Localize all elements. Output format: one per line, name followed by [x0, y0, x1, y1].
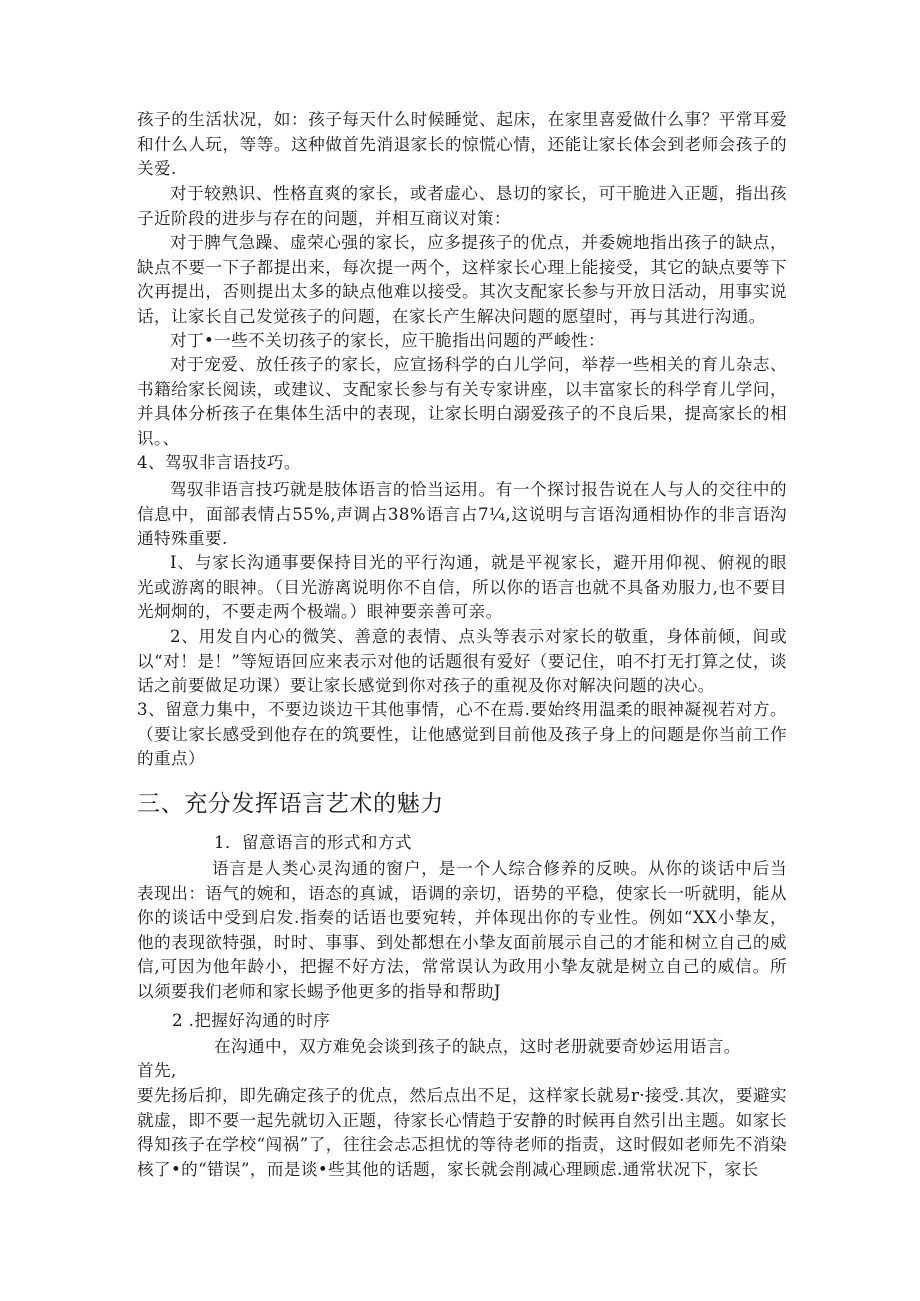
- paragraph-praise-then-point: 要先扬后抑，即先确定孩子的优点，然后点出不足，这样家长就易r·接受.其次，要避实就虚，即不要一起先就切入正题，待家长心情趋于安静的时候再自然引出主题。如家长得知孩子在学校“闯祸”了，往往会忐忑担忧的等待老师的指责，这时假如老师先不消染核了•的“错误”，而是谈•些其他的话题，家长就会削减心理顾虑.通常状况下，家长: [137, 1086, 787, 1179]
- paragraph-child-living-status: 孩子的生活状况，如：孩子每天什么时候睡觉、起床，在家里喜爱做什么事？平常耳爱和什么人玩，等等。这种做首先消退家长的惊慌心情，还能让家长体会到老师会孩子的关爱.: [137, 110, 787, 179]
- paragraph-talk-shortcomings: 在沟通中，双方难免会谈到孩子的缺点，这时老册就要奇妙运用语言。: [214, 1037, 741, 1056]
- paragraph-frank-parents: 对于较熟识、性格直爽的家长，或者虚心、恳切的家长，可干脆进入正题，指出孩子近阶段的进步与存在的问题，并相互商议对策：: [137, 184, 787, 228]
- paragraph-doting-parents: 对于宠爱、放任孩子的家长，应宣扬科学的白儿学问，举荐一些相关的育儿杂志、书籍给家长阅读，或建议、支配家长参与有关专家讲座，以丰富家长的科学育儿学问，并具体分析孩子在集体生活中的表现，让家长明白溺爱孩子的不良后果，提高家长的相识。、: [137, 355, 787, 448]
- paragraph-eye-contact: I、与家长沟通事要保持目光的平行沟通，就是平视家长，避开用仰视、俯视的眼光或游离的眼神。（目光游离说明你不自信，所以你的语言也就不具备劝服力,也不要目光炯炯的，不要走两个极端。）眼神要亲善可亲。: [137, 553, 787, 622]
- subheading-language-form: 1．留意语言的形式和方式: [214, 833, 412, 852]
- chapter-heading-language-art: 三、充分发挥语言艺术的魅力: [137, 791, 444, 817]
- subheading-timing: 2 .把握好沟通的时序: [172, 1011, 331, 1030]
- paragraph-body-language: 驾驭非语言技巧就是肢体语言的恰当运用。有一个探讨报告说在人与人的交往中的信息中，面部表情占55%,声调占38%语言占7¼,这说明与言语沟通相协作的非言语沟通特殊重要.: [137, 480, 787, 549]
- paragraph-smile-respect: 2、用发自内心的微笑、善意的表情、点头等表示对家长的敬重，身体前倾，间或以“对！是！”等短语回应来表示对他的话题很有爱好（要记住，咱不打无打算之仗，谈话之前要做足功课）要让家长感觉到你对孩子的重视及你对解决问题的决心。: [137, 627, 787, 696]
- paragraph-first: 首先,: [137, 1061, 177, 1080]
- paragraph-impatient-parents: 对于脾气急躁、虚荣心强的家长，应多提孩子的优点，并委婉地指出孩子的缺点，缺点不要一下子都提出来，每次提一两个，这样家长心理上能接受，其它的缺点要等下次再提出，否则提出太多的缺点他难以接受。其次支配家长参与开放日活动，用事实说话，让家长自己发觉孩子的问题，在家长产生解决问题的愿望时，再与其进行沟通。: [137, 233, 787, 326]
- section-heading-nonverbal: 4、驾驭非言语技巧。: [137, 453, 301, 472]
- paragraph-concentration: 3、留意力集中，不要边谈边干其他事情，心不在焉.要始终用温柔的眼神凝视若对方。（要让家长感受到他存在的筑要性，让他感觉到目前他及孩子身上的问题是你当前工作的重点）: [137, 700, 787, 769]
- paragraph-indifferent-parents: 对丁•一些不关切孩子的家长，应干脆指出问题的严峻性：: [170, 331, 606, 350]
- paragraph-language-window: 语言是人类心灵沟通的窗户，是一个人综合修养的反映。从你的谈话中后当表现出：语气的婉和，语态的真诚，语调的亲切，语势的平稳，使家长一听就明，能从你的谈话中受到启发.指奏的话语也要宛转，并体现出你的专业性。例如“XX小挚友，他的表现欲特强，时时、事事、到处都想在小挚友面前展示自己的才能和树立自己的威信,可因为他年龄小，把握不好方法，常常误认为政用小挚友就是树立自己的威信。所以须要我们老师和家长蜴予他更多的指导和帮助J: [137, 859, 787, 1001]
